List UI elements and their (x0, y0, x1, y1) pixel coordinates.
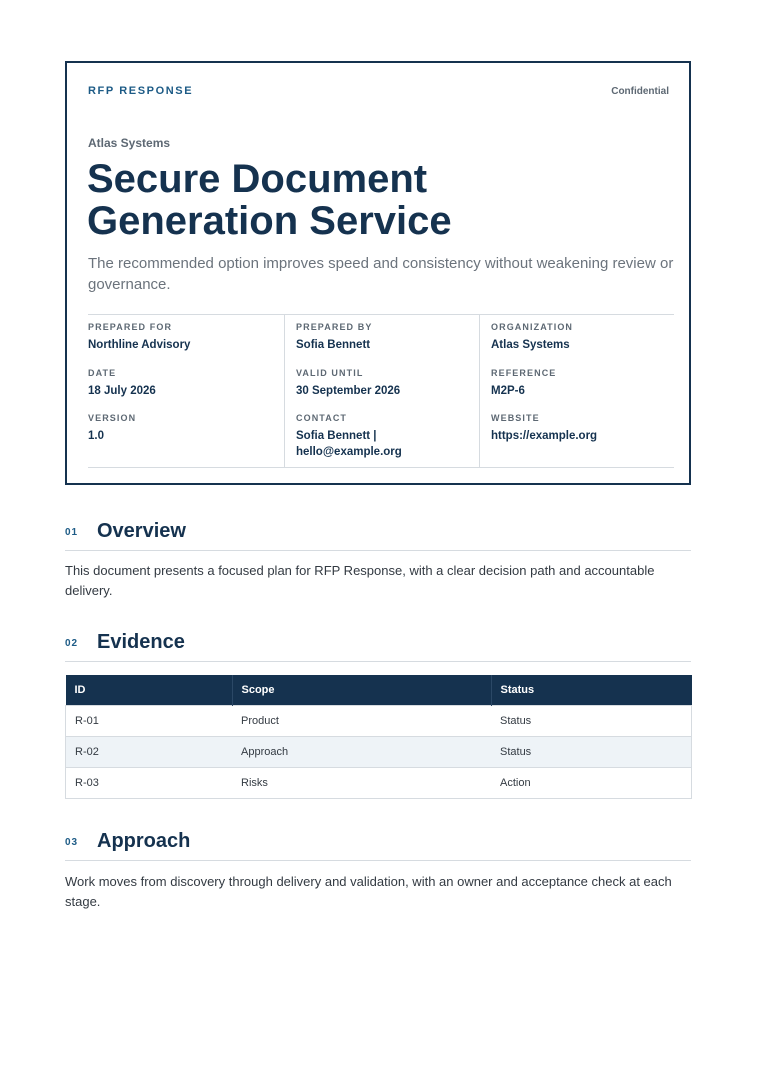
section-heading-approach (65, 830, 691, 861)
cell-id: R-02 (66, 737, 233, 768)
cell-status: Status (491, 737, 692, 768)
table-header-row (66, 675, 692, 706)
section-heading-overview (65, 520, 691, 551)
meta-version (88, 413, 136, 444)
section-number: 01 (65, 527, 79, 538)
column-header-status: Status (491, 675, 692, 706)
meta-label: ORGANIZATION (491, 322, 574, 332)
approach-paragraph: Work moves from discovery through delivery and validation, with an owner and acceptance check at each stage. (65, 874, 672, 909)
meta-date (88, 368, 156, 399)
cell-id: R-01 (66, 706, 233, 737)
meta-value: 18 July 2026 (88, 385, 156, 397)
meta-label: WEBSITE (491, 413, 540, 423)
meta-label: CONTACT (296, 413, 348, 423)
meta-reference (491, 368, 556, 399)
section-title: Overview (97, 520, 186, 542)
cover-card (65, 61, 691, 485)
section-heading-evidence (65, 631, 691, 662)
document-type-label: RFP RESPONSE (88, 85, 194, 97)
overview-paragraph: This document presents a focused plan for RFP Response, with a clear decision path and accountable delivery. (65, 563, 655, 598)
column-header-scope: Scope (232, 675, 491, 706)
meta-value: Sofia Bennett (296, 339, 371, 351)
section-title: Evidence (97, 631, 185, 653)
meta-prepared-by (296, 322, 466, 353)
meta-value: 30 September 2026 (296, 385, 401, 397)
meta-label: PREPARED FOR (88, 322, 173, 332)
cell-scope: Risks (232, 768, 491, 799)
section-number: 03 (65, 837, 79, 848)
meta-label: VERSION (88, 413, 137, 423)
meta-value: Northline Advisory (88, 339, 191, 351)
cell-id: R-03 (66, 768, 233, 799)
column-header-id: ID (66, 675, 233, 706)
meta-value: M2P-6 (491, 385, 525, 397)
meta-contact (296, 413, 426, 460)
table-row (66, 706, 692, 737)
section-title: Approach (97, 830, 191, 852)
meta-value: Sofia Bennett | hello@example.org (296, 430, 402, 458)
section-number: 02 (65, 638, 79, 649)
meta-value: https://example.org (491, 430, 598, 442)
meta-organization (491, 322, 573, 353)
table-row (66, 768, 692, 799)
document-subtitle: The recommended option improves speed and consistency without weakening review or governance. (88, 255, 674, 293)
metadata-column-2 (284, 315, 479, 467)
evidence-table (65, 675, 692, 799)
document-title: Secure Document Generation Service (87, 157, 452, 243)
metadata-column-1 (88, 315, 284, 467)
organization-name: Atlas Systems (88, 136, 171, 150)
metadata-column-3 (479, 315, 674, 467)
meta-label: PREPARED BY (296, 322, 373, 332)
meta-label: VALID UNTIL (296, 368, 364, 378)
metadata-grid (88, 314, 674, 468)
meta-label: DATE (88, 368, 117, 378)
meta-prepared-for (88, 322, 190, 353)
cell-scope: Product (232, 706, 491, 737)
confidential-badge: Confidential (611, 86, 669, 97)
meta-value: Atlas Systems (491, 339, 570, 351)
cell-status: Action (491, 768, 692, 799)
meta-value: 1.0 (88, 430, 104, 442)
cell-scope: Approach (232, 737, 491, 768)
table-row (66, 737, 692, 768)
meta-label: REFERENCE (491, 368, 557, 378)
meta-website (491, 413, 597, 444)
cell-status: Status (491, 706, 692, 737)
meta-valid-until (296, 368, 466, 399)
